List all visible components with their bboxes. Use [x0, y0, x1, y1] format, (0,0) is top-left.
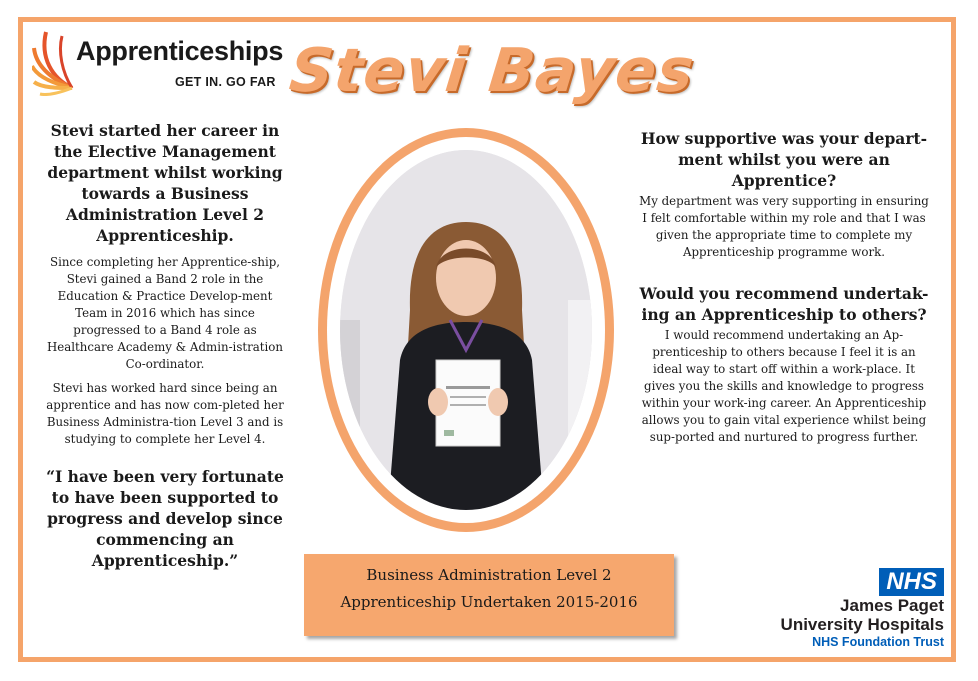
career-paragraph: Since completing her Apprentice-ship, Stevi gained a Band 2 role in the Education & Practice Develop-ment Team in 2016 which has since progressed to a Band 4 role as Healthcare Academy & Admin-istration Co-ordinator.	[46, 255, 284, 371]
answer-2: I would recommend undertaking an Ap-prenticeship to others because I feel it is an ideal way to start off within a work-place. It gives you the skills and knowledge to progress within your work-ing career. An Apprenticeship allows you to gain vital experience whilst being sup-ported and nurtured to progress further.	[641, 328, 927, 444]
caption-line-2: Apprenticeship Undertaken 2015-2016	[340, 593, 638, 611]
nhs-badge: NHS	[879, 568, 944, 596]
nhs-name-line-1: James Paget	[840, 596, 944, 615]
portrait-photo	[340, 150, 592, 510]
question-1: How supportive was your depart-ment whilst you were an Apprentice?	[640, 129, 928, 190]
nhs-logo	[768, 568, 948, 660]
right-column	[638, 128, 930, 446]
logo-tagline: GET IN. GO FAR	[175, 75, 276, 89]
progress-paragraph: Stevi has worked hard since being an apprentice and has now com-pleted her Business Administra-tion Level 3 and is studying to complete her Level 4.	[46, 381, 284, 446]
nhs-trust-line: NHS Foundation Trust	[812, 635, 944, 649]
person-image	[340, 150, 592, 510]
nhs-name-line-2: University Hospitals	[780, 615, 944, 634]
page-title: Stevi Bayes	[286, 36, 698, 106]
question-2: Would you recommend undertak-ing an Apprenticeship to others?	[639, 284, 929, 324]
sunburst-icon	[32, 28, 78, 96]
answer-1: My department was very supporting in ensuring I felt comfortable within my role and that I was given the appropriate time to complete my Apprenticeship programme work.	[639, 194, 929, 259]
caption-line-1: Business Administration Level 2	[366, 566, 612, 584]
logo-wordmark: Apprenticeships	[76, 36, 284, 66]
portrait-frame	[318, 128, 614, 532]
caption-box	[304, 554, 674, 636]
apprenticeships-logo	[32, 28, 282, 100]
quote-text: “I have been very fortunate to have been supported to progress and develop since commencing an Apprenticeship.”	[46, 467, 284, 570]
left-column	[40, 120, 290, 587]
intro-text: Stevi started her career in the Elective Management department whilst working towards a Business Administration Level 2 Apprenticeship.	[47, 121, 283, 245]
